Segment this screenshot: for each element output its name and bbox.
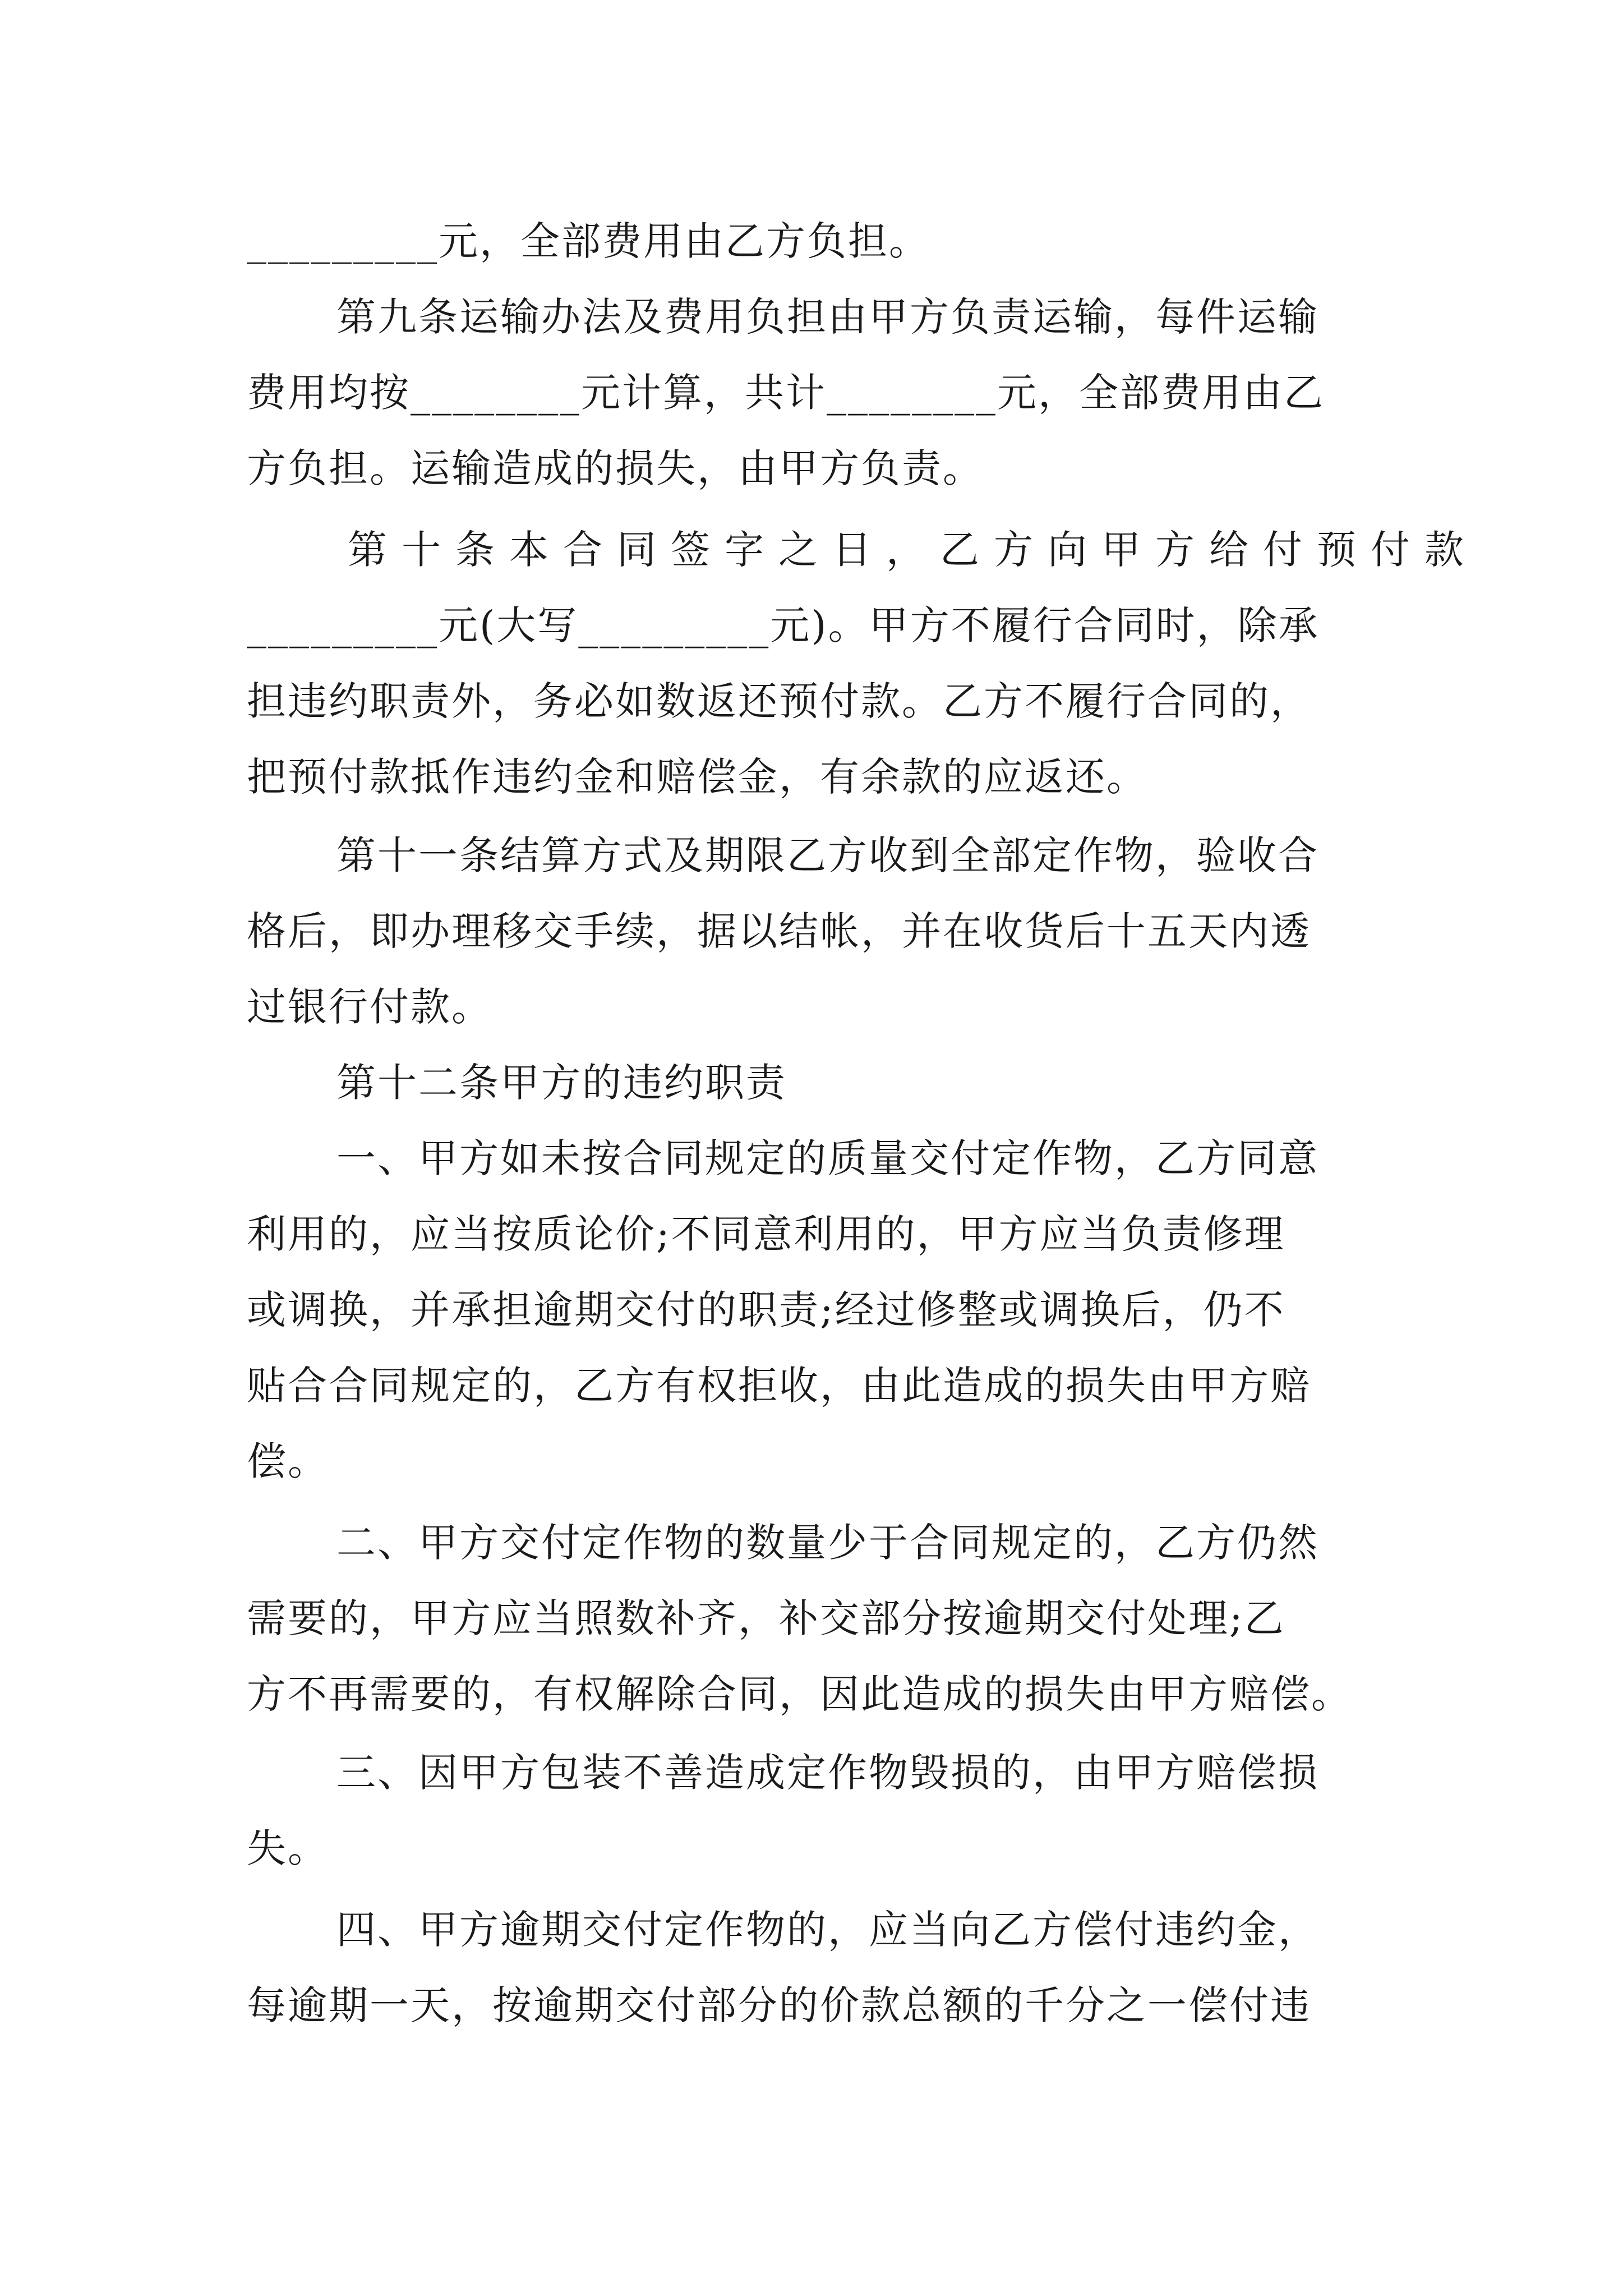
text-line: 二、甲方交付定作物的数量少于合同规定的，乙方仍然 <box>336 1520 1319 1566</box>
text-line: 第九条运输办法及费用负担由甲方负责运输，每件运输 <box>336 294 1319 340</box>
text-line: 把预付款抵作违约金和赔偿金，有余款的应返还。 <box>247 754 1147 800</box>
text-line: 一、甲方如未按合同规定的质量交付定作物，乙方同意 <box>336 1135 1319 1181</box>
text-line: 三、因甲方包装不善造成定作物毁损的，由甲方赔偿损 <box>336 1750 1319 1796</box>
text-line: 担违约职责外，务必如数返还预付款。乙方不履行合同的， <box>247 678 1311 724</box>
text-line: 第十条本合同签字之日，乙方向甲方给付预付款 <box>348 527 1478 573</box>
text-line: 需要的，甲方应当照数补齐，补交部分按逾期交付处理;乙 <box>247 1595 1285 1641</box>
text-line: _________元(大写_________元)。甲方不履行合同时，除承 <box>247 602 1320 648</box>
text-line: 每逾期一天，按逾期交付部分的价款总额的千分之一偿付违 <box>247 1982 1311 2028</box>
text-line: 方不再需要的，有权解除合同，因此造成的损失由甲方赔偿。 <box>247 1671 1352 1717</box>
text-line: 过银行付款。 <box>247 984 492 1030</box>
text-line: 利用的，应当按质论价;不同意利用的，甲方应当负责修理 <box>247 1211 1285 1257</box>
text-line: 第十二条甲方的违约职责 <box>336 1060 787 1106</box>
text-line: 偿。 <box>247 1438 329 1484</box>
text-line: 第十一条结算方式及期限乙方收到全部定作物，验收合 <box>336 832 1319 878</box>
text-line: 费用均按________元计算，共计________元，全部费用由乙 <box>247 370 1325 416</box>
text-line: 方负担。运输造成的损失，由甲方负责。 <box>247 445 984 491</box>
text-line: _________元，全部费用由乙方负担。 <box>247 218 930 264</box>
text-line: 格后，即办理移交手续，据以结帐，并在收货后十五天内透 <box>247 908 1311 954</box>
text-line: 失。 <box>247 1825 329 1871</box>
text-line: 四、甲方逾期交付定作物的，应当向乙方偿付违约金， <box>336 1907 1319 1953</box>
text-line: 贴合合同规定的，乙方有权拒收，由此造成的损失由甲方赔 <box>247 1363 1311 1409</box>
text-line: 或调换，并承担逾期交付的职责;经过修整或调换后，仍不 <box>247 1287 1285 1333</box>
